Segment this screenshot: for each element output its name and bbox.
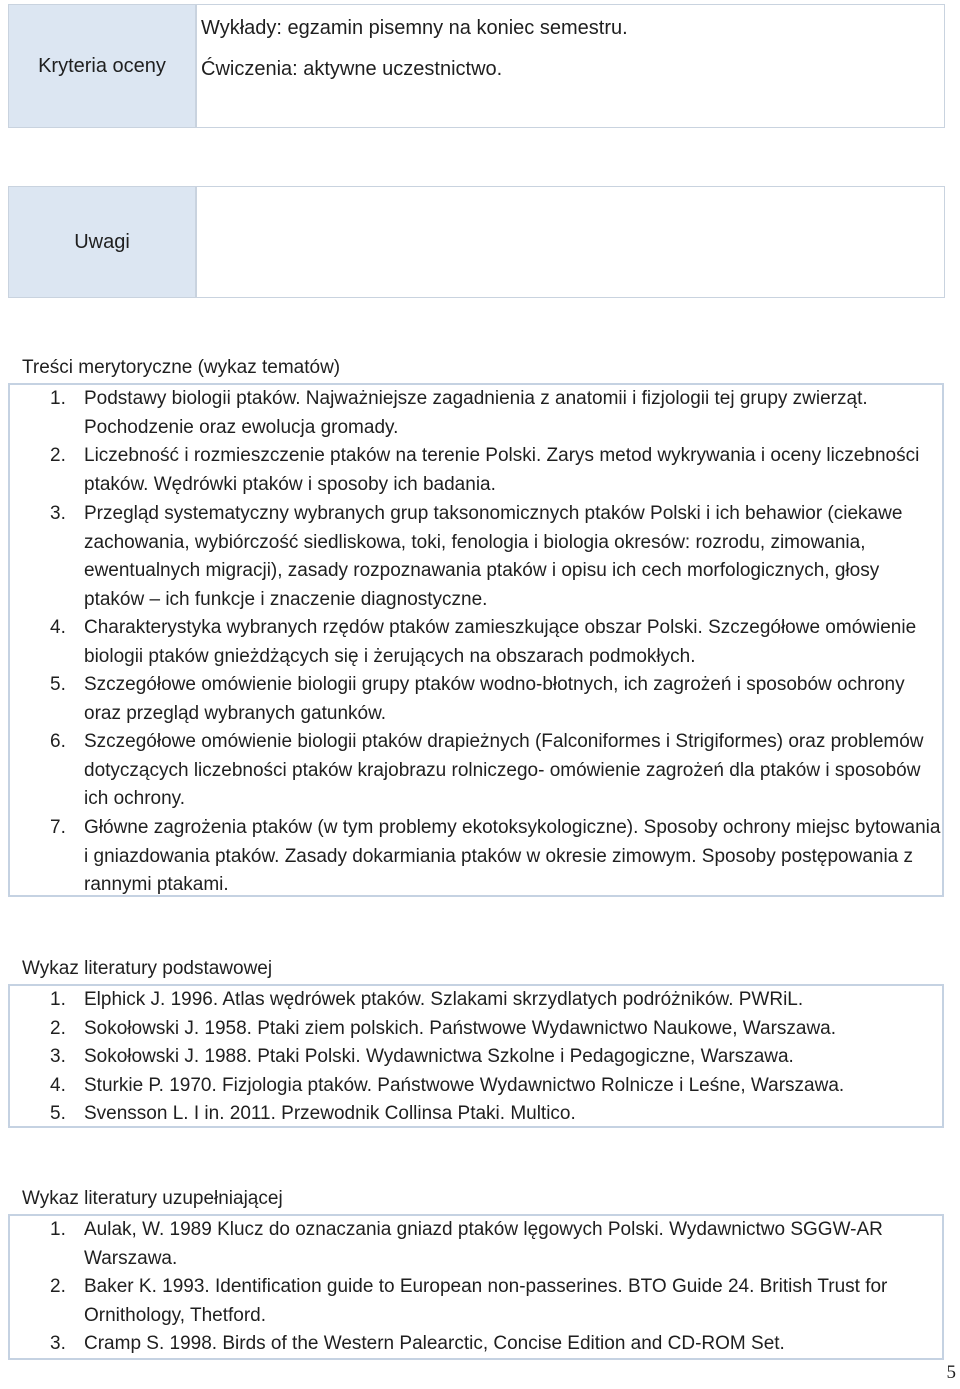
topic-text: Główne zagrożenia ptaków (w tym problemy ekotoksykologiczne). Sposoby ochrony miejsc bytowania i gniazdowania ptaków. Zasady dokarmiania ptaków w okresie zimowym. Sposoby postępowania z rannymi ptakami. <box>84 817 941 895</box>
topic-text: Liczebność i rozmieszczenie ptaków na terenie Polski. Zarys metod wykrywania i oceny liczebności ptaków. Wędrówki ptaków i sposoby ich badania. <box>84 445 920 495</box>
topic-num: 1. <box>50 388 66 409</box>
literature-text: Sturkie P. 1970. Fizjologia ptaków. Państwowe Wydawnictwo Rolnicze i Leśne, Warszawa. <box>84 1074 845 1096</box>
literature-text: Sokołowski J. 1958. Ptaki ziem polskich. Państwowe Wydawnictwo Naukowe, Warszawa. <box>84 1017 837 1039</box>
literature-text: Aulak, W. 1989 Klucz do oznaczania gniazd ptaków lęgowych Polski. Wydawnictwo SGGW-AR Warszawa. <box>84 1219 883 1269</box>
literature-num: 1. <box>50 1219 66 1240</box>
notes-label-cell <box>8 186 196 298</box>
topic-num: 4. <box>50 617 66 638</box>
literature-num: 1. <box>50 989 66 1010</box>
criteria-line-lectures: Wykłady: egzamin pisemny na koniec semestru. <box>201 17 628 39</box>
topic-text: Podstawy biologii ptaków. Najważniejsze zagadnienia z anatomii i fizjologii tej grupy zwierząt. Pochodzenie oraz ewolucja gromady. <box>84 388 868 438</box>
topic-num: 2. <box>50 445 66 466</box>
criteria-label: Kryteria oceny <box>38 54 166 77</box>
topic-num: 7. <box>50 817 66 838</box>
literature-num: 3. <box>50 1046 66 1067</box>
supplementary-literature-box <box>8 1214 944 1360</box>
topic-text: Szczegółowe omówienie biologii ptaków drapieżnych (Falconiformes i Strigiformes) oraz problemów dotyczących liczebności ptaków krajobrazu rolniczego- omówienie zagrożeń dla ptaków i sposobów ich ochrony. <box>84 731 924 809</box>
supplementary-literature-title: Wykaz literatury uzupełniającej <box>22 1188 283 1209</box>
literature-text: Sokołowski J. 1988. Ptaki Polski. Wydawnictwa Szkolne i Pedagogiczne, Warszawa. <box>84 1046 794 1067</box>
basic-literature-box <box>8 984 944 1128</box>
literature-text: Svensson L. I in. 2011. Przewodnik Collinsa Ptaki. Multico. <box>84 1103 576 1124</box>
criteria-value-cell <box>196 4 945 128</box>
literature-num: 3. <box>50 1333 66 1354</box>
literature-num: 2. <box>50 1276 66 1297</box>
basic-literature-title: Wykaz literatury podstawowej <box>22 958 273 979</box>
topics-box <box>8 383 944 897</box>
notes-value-cell <box>196 186 945 298</box>
criteria-label-cell <box>8 4 196 128</box>
topic-num: 6. <box>50 731 66 752</box>
literature-num: 2. <box>50 1017 66 1039</box>
literature-text: Cramp S. 1998. Birds of the Western Palearctic, Concise Edition and CD-ROM Set. <box>84 1333 785 1354</box>
literature-num: 4. <box>50 1074 66 1096</box>
literature-text: Baker K. 1993. Identification guide to European non-passerines. BTO Guide 24. British Trust for Ornithology, Thetford. <box>84 1276 888 1326</box>
literature-text: Elphick J. 1996. Atlas wędrówek ptaków. Szlakami skrzydlatych podróżników. PWRiL. <box>84 989 804 1010</box>
topic-text: Szczegółowe omówienie biologii grupy ptaków wodno-błotnych, ich zagrożeń i sposobów ochrony oraz przegląd wybranych gatunków. <box>84 674 905 724</box>
topics-title: Treści merytoryczne (wykaz tematów) <box>22 357 341 378</box>
topic-text: Charakterystyka wybranych rzędów ptaków zamieszkujące obszar Polski. Szczegółowe omówienie biologii ptaków gnieżdżących się i żerujących na obszarach podmokłych. <box>84 617 917 667</box>
page-number: 5 <box>946 1362 956 1383</box>
topic-num: 5. <box>50 674 66 695</box>
literature-num: 5. <box>50 1103 66 1124</box>
notes-label: Uwagi <box>74 230 130 253</box>
criteria-line-exercises: Ćwiczenia: aktywne uczestnictwo. <box>201 58 503 80</box>
topic-num: 3. <box>50 503 66 524</box>
topic-text: Przegląd systematyczny wybranych grup taksonomicznych ptaków Polski i ich behawior (ciekawe zachowania, wybiórczość siedliskowa, toki, fenologia i biologia okresów: rozrodu, zimowania, ewentualnych migracji), zasady rozpoznawania ptaków i opisu ich cech morfologicznych, głosy ptaków – ich funkcje i znaczenie diagnostyczne. <box>84 503 903 610</box>
